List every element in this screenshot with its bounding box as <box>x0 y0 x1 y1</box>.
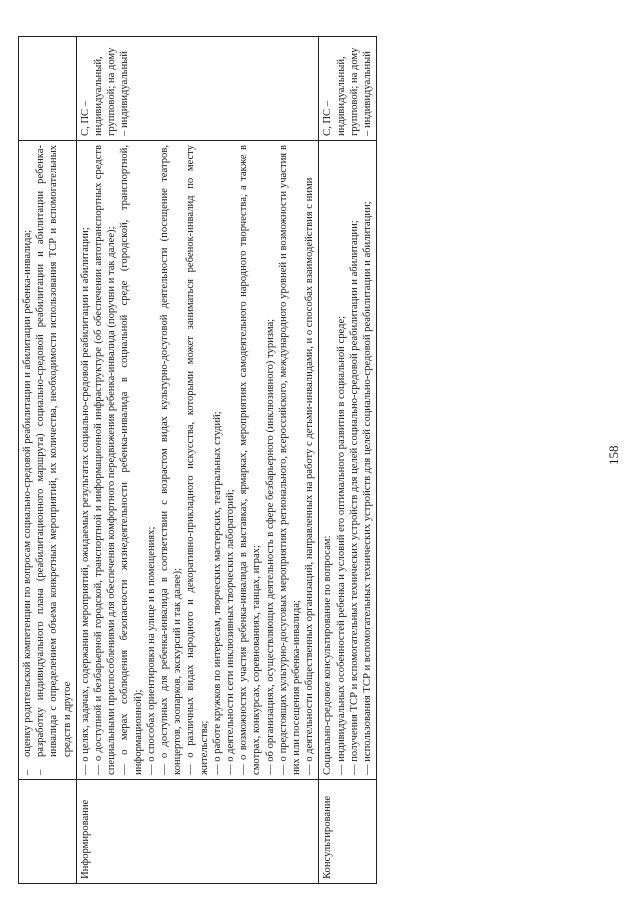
measure-type-informing: Информирование <box>76 780 319 884</box>
content-line: — получения ТСР и вспомогательных технических устройств для целей социально-средовой реабилитации и абилитации; <box>348 220 360 775</box>
rehab-measures-table <box>18 36 377 884</box>
rotated-page <box>18 30 633 890</box>
measure-type-consulting: Консультирование <box>319 780 377 884</box>
bullet-dash: – <box>35 769 47 775</box>
content-line: — о возможностях участия ребенка-инвалида в выставках, ярмарках, мероприятиях самодеятельного народного творчества, а также в смотрах, конкурсах, соревнованиях, танцах, играх; <box>238 145 263 775</box>
content-line: — о целях, задачах, содержании мероприятий, ожидаемых результатах социально-средовой реабилитации и абилитации; <box>79 227 91 775</box>
content-line: — о различных видах народного и декоративно-прикладного искусства, которыми может заниматься ребенок-инвалид по месту жительства; <box>185 145 210 775</box>
table-row-informing <box>76 37 319 884</box>
content-line: — о предстоящих культурно-досуговых мероприятиях регионального, всероссийского, международного уровней и возможности участия в них или посещения ребенка-инвалида; <box>277 145 303 775</box>
continuation-content-cell <box>19 141 77 780</box>
list-item <box>34 145 74 775</box>
content-line: — об организациях, осуществляющих деятельность в сфере безбарьерного (инклюзивного) туризма; <box>264 318 276 775</box>
content-line: Социально-средовое консультирование по вопросам: <box>322 535 334 775</box>
content-line: — индивидуальных особенностей ребенка и условий его оптимального развития в социальной среде; <box>335 315 347 775</box>
page-number: 158 <box>606 445 621 465</box>
list-item <box>21 145 34 775</box>
content-line: — о доступных для ребенка-инвалида в соответствии с возрастом видах культурно-досуговой деятельности (посещение театров, концертов, зоопарков, экскурсий и так далее); <box>159 145 184 775</box>
list-item-text: разработку индивидуального плана (реабилитационного маршрута) социально-средовой реабилитации и абилитации ребенка-инвалида с определением объема конкретных мероприятий, их количества, необходимости использования ТСР и вспомогательных средств и другое <box>35 145 73 757</box>
content-line: — о деятельности сети инклюзивных творческих лабораторий; <box>225 489 237 775</box>
table-row-consulting <box>319 37 377 884</box>
list-item-text: оценку родительской компетенции по вопросам социально-средовой реабилитации и абилитации ребенка-инвалида; <box>22 229 33 757</box>
content-line: — использования ТСР и вспомогательных технических устройств для целей социально-средовой реабилитации и абилитации; <box>362 201 374 775</box>
content-line: — о работе кружков по интересам, творческих мастерских, театральных студий; <box>211 411 223 775</box>
measure-content-consulting <box>319 141 377 780</box>
measure-forms-consulting: С, ПС – индивидуальный, групповой; на дому – индивидуальный <box>319 37 377 141</box>
content-line: — о способах ориентировки на улице и в помещениях; <box>145 526 157 775</box>
bullet-dash: – <box>22 769 33 775</box>
continuation-forms-cell <box>19 37 77 141</box>
content-line: — о деятельности общественных организаций, направленных на работу с детьми-инвалидами, и о способах взаимодействия с ними <box>304 177 316 775</box>
continuation-type-cell <box>19 780 77 884</box>
content-line: — о мерах соблюдения безопасности жизнедеятельности ребенка-инвалида в социальной среде (городской, транспортной, информационной); <box>119 145 144 775</box>
measure-forms-informing: С, ПС – индивидуальный, групповой; на дому – индивидуальный <box>76 37 319 141</box>
table-row-continuation <box>19 37 77 884</box>
measure-content-informing <box>76 141 319 780</box>
content-line: — о доступной и безбарьерной городской, транспортной и информационной инфраструктуре (об обеспечении автотранспортных средств специальными приспособлениями для обеспечения комфортного передвижения ребенка-инвалида (поручни и так далее); <box>93 145 118 775</box>
